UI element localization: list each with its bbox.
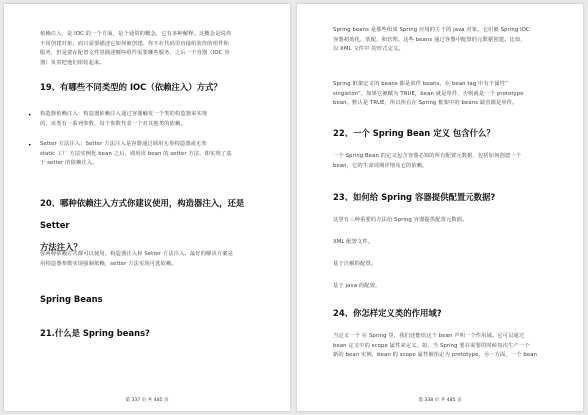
bullet-setter-injection: Setter 方法注入：Setter 方法注入是容器通过调用无参构造器或无参 static 工厂 方法实例化 bean 之后，调用该 bean 的 setter 方法，即实现了基 于 setter 的依赖注入。	[40, 141, 232, 167]
q23-item-xml: XML 配置文件。	[333, 239, 374, 245]
right-page	[297, 4, 583, 411]
bullet-constructor-injection: 构造器依赖注入：构造器依赖注入通过容器触发一个类的构造器来实现 的，该类有一系列参数，每个参数代表一个对其他类的依赖。	[40, 111, 208, 127]
q23-item-java: 基于 java 的配置。	[333, 283, 381, 289]
right-page-footer: 第 338 页 共 485 页	[418, 398, 462, 403]
left-page-footer: 第 337 页 共 485 页	[125, 398, 169, 403]
q20-answer: 你两种依赖方式都可以使用，构造器注入和 Setter 方法注入。最好的解决方案是 用构造器参数实现强制依赖，setter 方法实现可选依赖。	[40, 251, 234, 267]
q22-answer: 一个 Spring Bean 的定义包含容器必知的所有配置元数据，包括如何创建一个 bean，它的生命周期详情及它的依赖。	[333, 153, 522, 169]
left-page	[4, 4, 290, 411]
q23-heading: 23、如何给 Spring 容器提供配置元数据?	[333, 192, 496, 202]
spring-beans-section-heading: Spring Beans	[40, 294, 103, 304]
bullet-dot: •	[28, 142, 32, 149]
q22-heading: 22、一个 Spring Bean 定义 包含什么？	[333, 128, 495, 138]
q19-heading: 19、有哪些不同类型的 IOC（依赖注入）方式？	[40, 82, 222, 92]
bullet-dot: •	[28, 112, 32, 119]
q21-heading: 21.什么是 Spring beans?	[40, 328, 150, 338]
right-intro-paragraph: Spring beans 是那些组成 Spring 应用的主干的 java 对象。它们被 Spring IOC 容器初始化，装配，和管理。这些 beans 通过容器中配置的元数据创建。比如， 以 XML 文件中 的形式定义。	[333, 27, 530, 53]
q24-heading: 24、你怎样定义类的作用域?	[333, 308, 442, 318]
singleton-paragraph: Spring 框架定义的 beans 都是单件 beans。在 bean tag 中有个属性” singleton”，如果它被赋为 TRUE，bean 就是单件，否则就是一个 prototype bean。默认是 TRUE，所以所有在 Spring 框架中的 beans 缺省都是单件。	[333, 81, 524, 107]
q23-intro: 这里有三种重要的方法给 Spring 容器提供配置元数据。	[333, 217, 468, 223]
q20-heading: 20、哪种依赖注入方式你建议使用，构造器注入，还是 Setter 方法注入？	[40, 198, 245, 252]
left-intro-paragraph: 依赖注入，是 IOC 的一个方面，是个通常的概念，它有多种解释。这概念是说你 不用创建对象，而只需要描述它如何被创建。你不在代码里直接组装你的组件和 服务，但是要在配置文件里描述哪些组件需要哪些服务，之后一个容器（IOC 容 器）负责把他们组装起来。	[40, 31, 232, 66]
q23-item-annotation: 基于注解的配置。	[333, 261, 377, 267]
q24-answer: 当定义一个 在 Spring 里，我们还能给这个 bean 声明一个作用域。它可以通过 bean 定义中的 scope 属性来定义。如，当 Spring 要在需要的时候每次生产一个 新的 bean 实例，bean 的 scope 属性被指定为 prototype。另一方面，一个 bean	[333, 333, 538, 359]
